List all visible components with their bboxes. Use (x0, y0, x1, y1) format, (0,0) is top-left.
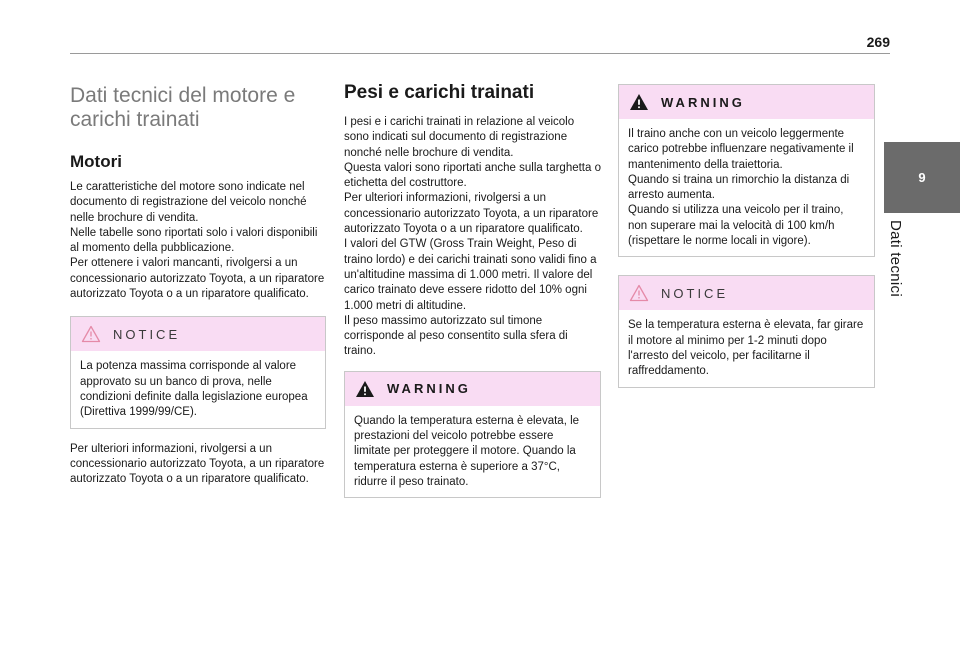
warning-triangle-icon (81, 325, 101, 343)
notice-header (619, 276, 874, 310)
chapter-tab[interactable] (884, 142, 960, 213)
warning-title: WARNING (387, 381, 471, 397)
pesi-text: I pesi e i carichi trainati in relazione al veicolo sono indicati sul documento di registrazione nonché nelle brochure di vendita. Questa valori sono riportati anche sulla targhetta o etichetta del costruttore. Per ulteriori informazioni, rivolgersi a un concessionario autorizzato Toyota, a un riparatore autorizzato Toyota o a un riparatore qualificato. I valori del GTW (Gross Train Weight, Peso di traino lordo) e dei carichi trainati sono validi fino a un'altitudine massima di 1.000 metri. Il valore del carico trainato deve essere ridotto del 10% ogni 1.000 metri di altitudine. Il peso massimo autorizzato sul timone corrisponde al peso consentito sulla sfera di traino. (344, 116, 601, 358)
chapter-number: 9 (918, 170, 926, 185)
warning-title: WARNING (661, 94, 745, 110)
notice-box (618, 275, 875, 387)
notice-text: La potenza massima corrisponde al valore approvato su un banco di prova, nelle condizioni definite dalla legislazione europea (Direttiva 1999/99/CE). (80, 360, 308, 419)
section-heading-pesi: Pesi e carichi trainati (344, 82, 535, 103)
column-1 (70, 80, 326, 487)
more-info-text: Per ulteriori informazioni, rivolgersi a un concessionario autorizzato Toyota, a un riparatore autorizzato Toyota o a un riparatore qualificato. (70, 442, 325, 486)
notice-title: NOTICE (661, 285, 729, 301)
warning-header (345, 372, 600, 406)
chapter-label (887, 220, 919, 380)
notice-box (70, 316, 326, 428)
header-rule (70, 53, 890, 54)
section-heading-motori: Motori (70, 152, 122, 171)
page-title: Dati tecnici del motore e carichi trainati (70, 84, 296, 131)
warning-triangle-icon (629, 284, 649, 302)
column-3 (618, 84, 875, 388)
warning-triangle-icon (355, 380, 375, 398)
notice-title: NOTICE (113, 326, 181, 342)
column-2 (344, 80, 601, 498)
warning-text: Il traino anche con un veicolo leggermente carico potrebbe influenzare negativamente il mantenimento della traiettoria. Quando si traina un rimorchio la distanza di arresto aumenta. Quando si utilizza una veicolo per il traino, non superare mai la velocità di 100 km/h (rispettare le norme locali in vigore). (628, 128, 854, 248)
warning-text: Quando la temperatura esterna è elevata, le prestazioni del veicolo potrebbe essere limitate per proteggere il motore. Quando la temperatura esterna è superiore a 37°C, ridurre il peso trainato. (354, 414, 580, 488)
warning-box (344, 371, 601, 498)
chapter-label-text: Dati tecnici (887, 220, 904, 297)
notice-text: Se la temperatura esterna è elevata, far girare il motore al minimo per 1-2 minuti dopo l'arresto del veicolo, per facilitarne il raffreddamento. (628, 319, 864, 378)
motori-intro-text: Le caratteristiche del motore sono indicate nel documento di registrazione del veicolo nonché nelle brochure di vendita. Nelle tabelle sono riportati solo i valori disponibili al momento della pubblicazione. Per ottenere i valori mancanti, rivolgersi a un concessionario autorizzato Toyota, a un riparatore autorizzato Toyota o a un riparatore qualificato. (70, 181, 325, 301)
warning-box (618, 84, 875, 257)
notice-header (71, 317, 325, 351)
page-number: 269 (866, 34, 890, 50)
warning-triangle-icon (629, 93, 649, 111)
warning-header (619, 85, 874, 119)
